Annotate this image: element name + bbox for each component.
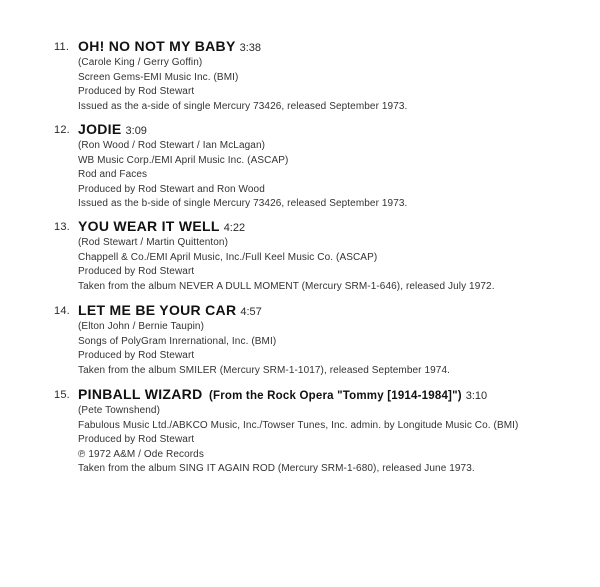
track-heading — [78, 218, 245, 236]
publisher: WB Music Corp./EMI April Music Inc. (ASCAP) — [78, 154, 289, 166]
publisher: Screen Gems-EMI Music Inc. (BMI) — [78, 71, 239, 83]
songwriters: (Carole King / Gerry Goffin) — [78, 57, 203, 68]
producer: Produced by Rod Stewart — [78, 434, 195, 446]
release-info: Taken from the album SING IT AGAIN ROD (Mercury SRM-1-680), released June 1973. — [78, 463, 475, 475]
songwriters: (Elton John / Bernie Taupin) — [78, 321, 205, 332]
track-duration: 3:10 — [465, 390, 488, 402]
producer: Produced by Rod Stewart — [78, 350, 195, 362]
track-title: JODIE — [78, 121, 122, 137]
publisher: Songs of PolyGram Inrernational, Inc. (BMI) — [78, 335, 277, 347]
track-title: LET ME BE YOUR CAR — [78, 302, 237, 318]
songwriters: (Rod Stewart / Martin Quittenton) — [78, 237, 229, 248]
track-number: 15. — [54, 389, 70, 401]
release-info: Taken from the album NEVER A DULL MOMENT (Mercury SRM-1-646), released July 1972. — [78, 280, 495, 292]
publisher: Fabulous Music Ltd./ABKCO Music, Inc./Towser Tunes, Inc. admin. by Longitude Music Co. (BMI) — [78, 419, 519, 431]
track-heading — [78, 386, 487, 404]
track-heading — [78, 302, 262, 320]
songwriters: (Ron Wood / Rod Stewart / Ian McLagan) — [78, 140, 266, 151]
producer: Produced by Rod Stewart — [78, 86, 195, 98]
track-number: 12. — [54, 124, 70, 136]
copyright: ℗ 1972 A&M / Ode Records — [78, 448, 204, 460]
track-number: 14. — [54, 305, 70, 317]
producer: Produced by Rod Stewart — [78, 266, 195, 278]
track-credits — [78, 236, 495, 294]
artist: Rod and Faces — [78, 169, 148, 181]
songwriters: (Pete Townshend) — [78, 405, 161, 416]
track-credits — [78, 56, 407, 114]
track-number: 13. — [54, 221, 70, 233]
track-credits — [78, 320, 450, 378]
producer: Produced by Rod Stewart and Ron Wood — [78, 183, 265, 195]
track-duration: 3:38 — [239, 42, 262, 54]
track-subtitle: (From the Rock Opera "Tommy [1914-1984]") — [208, 390, 462, 402]
track-duration: 3:09 — [125, 125, 147, 137]
track-credits — [78, 139, 407, 212]
track-credits — [78, 404, 518, 477]
track-heading — [78, 121, 147, 139]
track-duration: 4:57 — [240, 306, 262, 318]
release-info: Taken from the album SMILER (Mercury SRM-1-1017), released September 1974. — [78, 364, 450, 376]
track-duration: 4:22 — [223, 222, 246, 234]
track-heading — [78, 38, 261, 56]
release-info: Issued as the a-side of single Mercury 73426, released September 1973. — [78, 100, 408, 112]
track-title: PINBALL WIZARD — [78, 386, 203, 402]
track-title: YOU WEAR IT WELL — [78, 218, 220, 234]
publisher: Chappell & Co./EMI April Music, Inc./Full Keel Music Co. (ASCAP) — [78, 251, 378, 263]
release-info: Issued as the b-side of single Mercury 73426, released September 1973. — [78, 198, 408, 210]
track-number: 11. — [54, 41, 70, 53]
track-title: OH! NO NOT MY BABY — [78, 38, 236, 54]
